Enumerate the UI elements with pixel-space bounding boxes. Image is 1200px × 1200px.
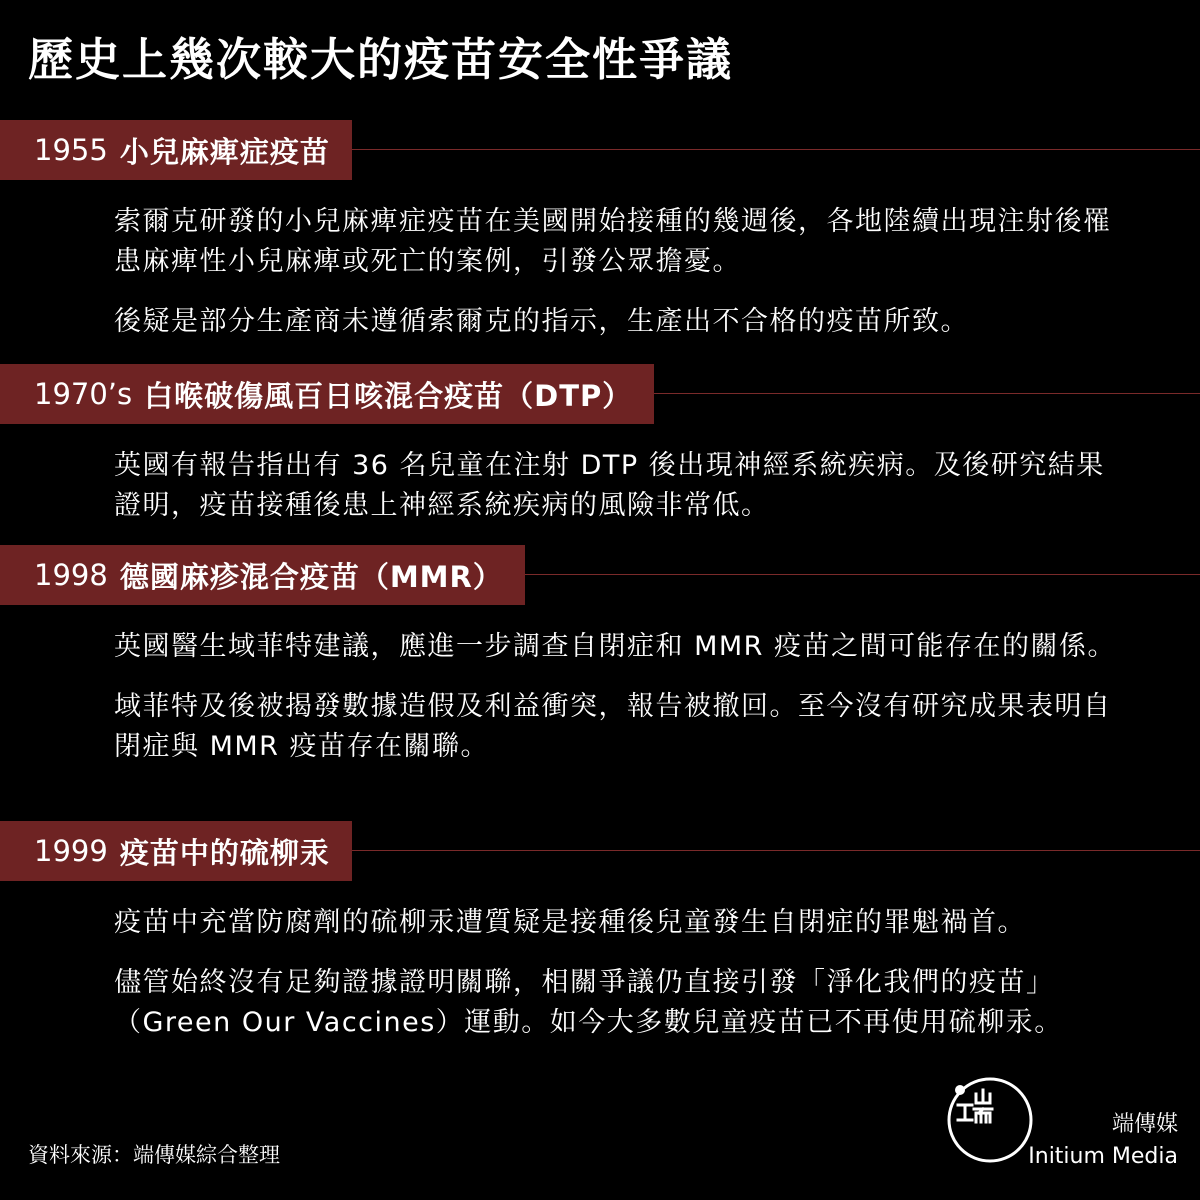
section-subject: 小兒麻痺症疫苗	[119, 134, 330, 169]
section-header	[0, 120, 1200, 180]
page-title: 歷史上幾次較大的疫苗安全性爭議	[28, 33, 734, 86]
section-header	[0, 364, 1200, 424]
section-year: 1955	[34, 133, 108, 167]
section-subject: 白喉破傷風百日咳混合疫苗（DTP）	[144, 378, 633, 413]
section-paragraph: 索爾克研發的小兒麻痺症疫苗在美國開始接種的幾週後，各地陸續出現注射後罹患麻痺性小兒麻痺或死亡的案例，引發公眾擔憂。	[114, 206, 1112, 277]
brand-name-en: Initium Media	[1028, 1144, 1178, 1169]
source-note: 資料來源：端傳媒綜合整理	[28, 1143, 280, 1167]
section-year: 1999	[34, 834, 108, 868]
section-paragraph: 英國醫生域菲特建議，應進一步調查自閉症和 MMR 疫苗之間可能存在的關係。	[114, 631, 1117, 662]
section-paragraph: 儘管始終沒有足夠證據證明關聯，相關爭議仍直接引發「淨化我們的疫苗」（Green Our Vaccines）運動。如今大多數兒童疫苗已不再使用硫柳汞。	[114, 967, 1063, 1038]
section-1970s	[0, 364, 1200, 526]
section-paragraph: 疫苗中充當防腐劑的硫柳汞遭質疑是接種後兒童發生自閉症的罪魁禍首。	[114, 907, 1026, 938]
header-bar	[0, 120, 352, 180]
section-paragraph: 後疑是部分生產商未遵循索爾克的指示，生產出不合格的疫苗所致。	[114, 306, 969, 337]
header-bar	[0, 364, 654, 424]
section-header	[0, 545, 1200, 605]
section-year: 1970’s	[34, 377, 133, 411]
section-1955	[0, 120, 1200, 342]
header-bar	[0, 821, 352, 881]
header-bar	[0, 545, 525, 605]
section-paragraph: 域菲特及後被揭發數據造假及利益衝突，報告被撤回。至今沒有研究成果表明自閉症與 MMR 疫苗存在關聯。	[114, 691, 1112, 762]
section-subject: 德國麻疹混合疫苗（MMR）	[119, 559, 503, 594]
section-header	[0, 821, 1200, 881]
brand-name-zh: 端傳媒	[1111, 1112, 1178, 1137]
initium-logo-icon	[946, 1076, 1034, 1164]
section-subject: 疫苗中的硫柳汞	[119, 835, 330, 870]
section-1999	[0, 821, 1200, 1043]
section-paragraph: 英國有報告指出有 36 名兒童在注射 DTP 後出現神經系統疾病。及後研究結果證明，疫苗接種後患上神經系統疾病的風險非常低。	[114, 450, 1105, 521]
section-year: 1998	[34, 558, 108, 592]
section-1998	[0, 545, 1200, 767]
